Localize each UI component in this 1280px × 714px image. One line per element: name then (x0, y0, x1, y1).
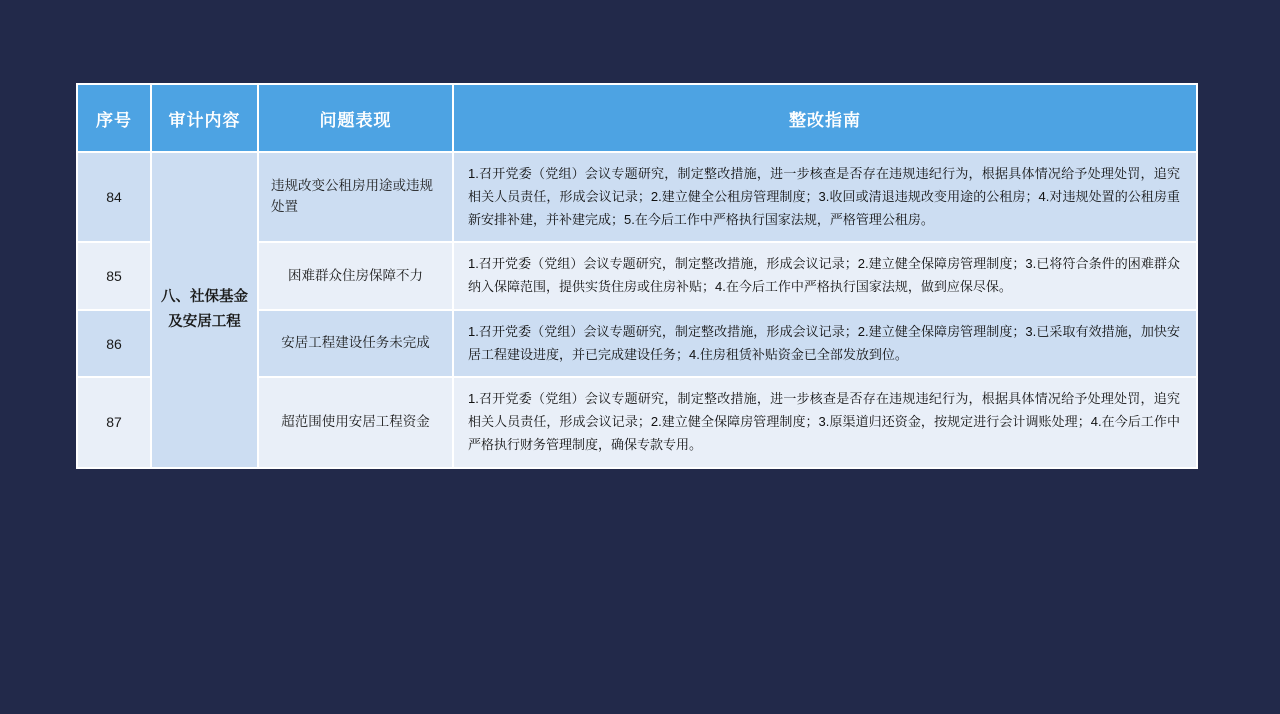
cell-seq: 85 (76, 243, 152, 311)
cell-guide: 1.召开党委（党组）会议专题研究，制定整改措施，形成会议记录；2.建立健全保障房管理制度；3.已将符合条件的困难群众纳入保障范围，提供实货住房或住房补贴；4.在今后工作中严格执行国家法规，做到应保尽保。 (454, 243, 1198, 311)
audit-table-container (76, 83, 1198, 469)
table-row (76, 153, 1198, 243)
audit-table (76, 83, 1198, 469)
cell-guide: 1.召开党委（党组）会议专题研究，制定整改措施，形成会议记录；2.建立健全保障房管理制度；3.已采取有效措施，加快安居工程建设进度，并已完成建设任务；4.住房租赁补贴资金已全部发放到位。 (454, 311, 1198, 379)
column-header-audit-content: 审计内容 (152, 83, 259, 153)
cell-issue: 安居工程建设任务未完成 (259, 311, 454, 379)
cell-seq: 86 (76, 311, 152, 379)
column-header-issue: 问题表现 (259, 83, 454, 153)
cell-issue: 超范围使用安居工程资金 (259, 378, 454, 468)
category-line-1: 八、社保基金 (161, 289, 248, 306)
cell-guide: 1.召开党委（党组）会议专题研究，制定整改措施，进一步核查是否存在违规违纪行为，根据具体情况给予处理处罚，追究相关人员责任，形成会议记录；2.建立健全公租房管理制度；3.收回或清退违规改变用途的公租房；4.对违规处置的公租房重新安排补建，并补建完成；5.在今后工作中严格执行国家法规，严格管理公租房。 (454, 153, 1198, 243)
cell-issue: 违规改变公租房用途或违规处置 (259, 153, 454, 243)
table-body (76, 153, 1198, 469)
cell-seq: 87 (76, 378, 152, 468)
header-row (76, 83, 1198, 153)
cell-seq: 84 (76, 153, 152, 243)
cell-issue: 困难群众住房保障不力 (259, 243, 454, 311)
cell-audit-category (152, 153, 259, 469)
cell-guide: 1.召开党委（党组）会议专题研究，制定整改措施，进一步核查是否存在违规违纪行为，根据具体情况给予处理处罚，追究相关人员责任，形成会议记录；2.建立健全保障房管理制度；3.原渠道归还资金，按规定进行会计调账处理；4.在今后工作中严格执行财务管理制度，确保专款专用。 (454, 378, 1198, 468)
column-header-seq: 序号 (76, 83, 152, 153)
table-header (76, 83, 1198, 153)
category-line-2: 及安居工程 (168, 313, 241, 330)
column-header-guide: 整改指南 (454, 83, 1198, 153)
